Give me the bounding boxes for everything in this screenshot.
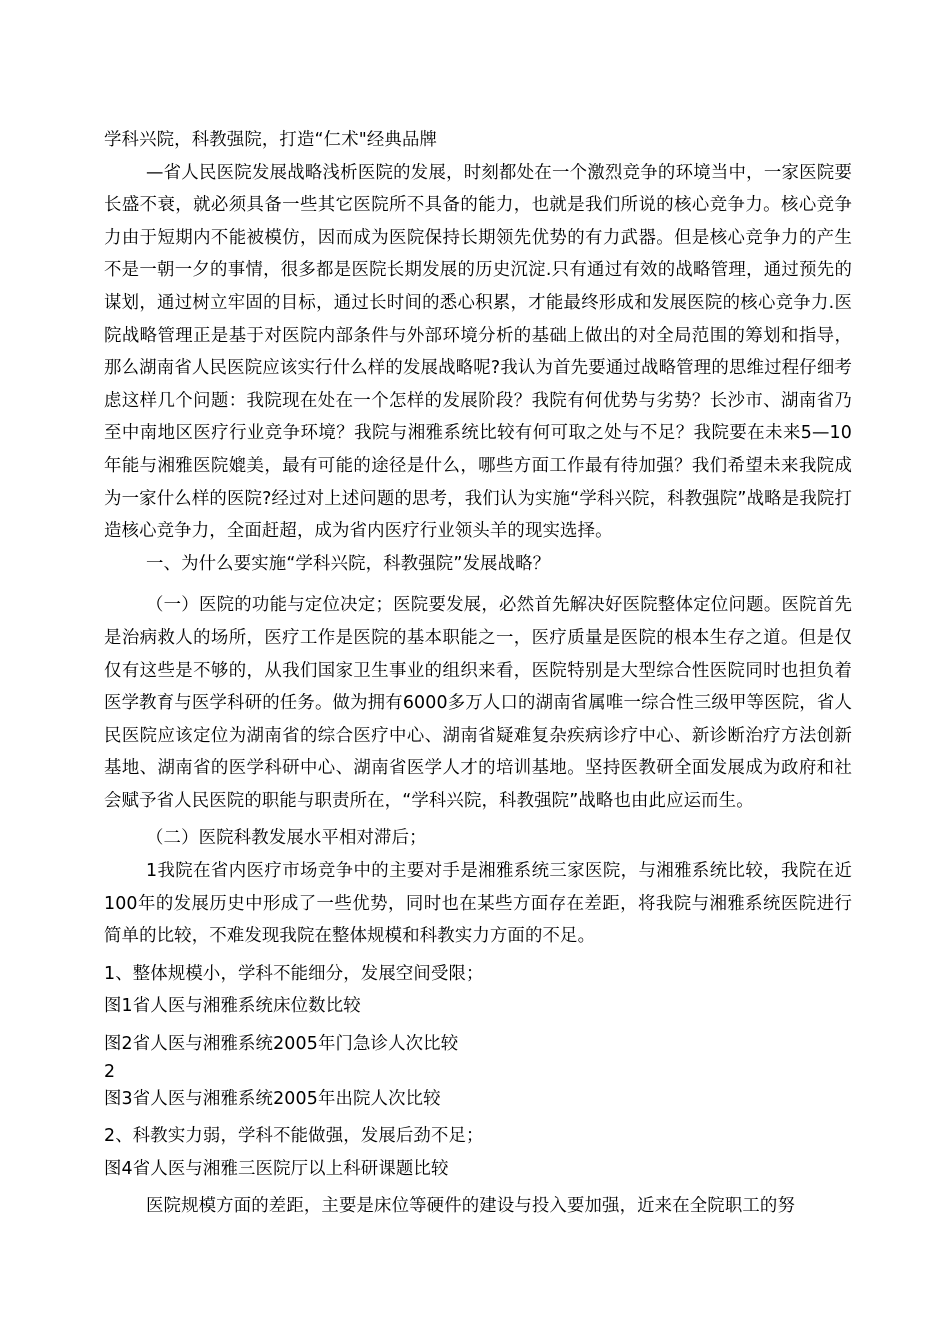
list-item-scale: 1、整体规模小，学科不能细分，发展空间受限； <box>104 963 484 984</box>
intro-paragraph: —省人民医院发展战略浅析医院的发展，时刻都处在一个激烈竞争的环境当中，一家医院要长盛不衰，就必须具备一些其它医院所不具备的能力，也就是我们所说的核心竞争力。核心竞争力由于短期内不能被模仿，因而成为医院保持长期领先优势的有力武器。但是核心竞争力的产生不是一朝一夕的事情，很多都是医院长期发展的历史沉淀.只有通过有效的战略管理，通过预先的谋划，通过树立牢固的目标，通过长时间的悉心积累，才能最终形成和发展医院的核心竞争力.医院战略管理正是基于对医院内部条件与外部环境分析的基础上做出的对全局范围的筹划和指导，那么湖南省人民医院应该实行什么样的发展战略呢?我认为首先要通过战略管理的思维过程仔细考虑这样几个问题：我院现在处在一个怎样的发展阶段？我院有何优势与劣势？长沙市、湖南省乃至中南地区医疗行业竞争环境？我院与湘雅系统比较有何可取之处与不足？我院要在未来5—10年能与湘雅医院媲美，最有可能的途径是什么，哪些方面工作最有待加强？我们希望未来我院成为一家什么样的医院?经过对上述问题的思考，我们认为实施“学科兴院，科教强院”战略是我院打造核心竞争力，全面赶超，成为省内医疗行业领头羊的现实选择。 <box>104 162 852 542</box>
comparison-paragraph: 1我院在省内医疗市场竞争中的主要对手是湘雅系统三家医院，与湘雅系统比较，我院在近100年的发展历史中形成了一些优势，同时也在某些方面存在差距，将我院与湘雅系统医院进行简单的比较，不难发现我院在整体规模和科教实力方面的不足。 <box>104 861 852 947</box>
figure-number-2: 2 <box>104 1061 116 1082</box>
section-heading-1: 一、为什么要实施“学科兴院，科教强院”发展战略？ <box>146 553 551 574</box>
document-body <box>104 124 852 1223</box>
figure-caption-1: 图1省人医与湘雅系统床位数比较 <box>104 996 361 1017</box>
figure-caption-4: 图4省人医与湘雅三医院厅以上科研课题比较 <box>104 1158 449 1179</box>
subsection-1-paragraph: （一）医院的功能与定位决定；医院要发展，必然首先解决好医院整体定位问题。医院首先是治病救人的场所，医疗工作是医院的基本职能之一，医疗质量是医院的根本生存之道。但是仅仅有这些是不够的，从我们国家卫生事业的组织来看，医院特别是大型综合性医院同时也担负着医学教育与医学科研的任务。做为拥有6000多万人口的湖南省属唯一综合性三级甲等医院，省人民医院应该定位为湖南省的综合医疗中心、湖南省疑难复杂疾病诊疗中心、新诊断治疗方法创新基地、湖南省的医学科研中心、湖南省医学人才的培训基地。坚持医教研全面发展成为政府和社会赋予省人民医院的职能与职责所在，“学科兴院，科教强院”战略也由此应运而生。 <box>104 595 852 811</box>
figure-caption-2: 图2省人医与湘雅系统2005年门急诊人次比较 <box>104 1034 459 1055</box>
list-item-research: 2、科教实力弱，学科不能做强，发展后劲不足； <box>104 1126 484 1147</box>
subsection-heading-2: （二）医院科教发展水平相对滞后； <box>146 828 427 849</box>
scale-gap-paragraph: 医院规模方面的差距，主要是床位等硬件的建设与投入要加强，近来在全院职工的努 <box>146 1196 796 1217</box>
document-title: 学科兴院，科教强院，打造“仁术"经典品牌 <box>104 130 438 150</box>
figure-caption-3: 图3省人医与湘雅系统2005年出院人次比较 <box>104 1088 441 1109</box>
